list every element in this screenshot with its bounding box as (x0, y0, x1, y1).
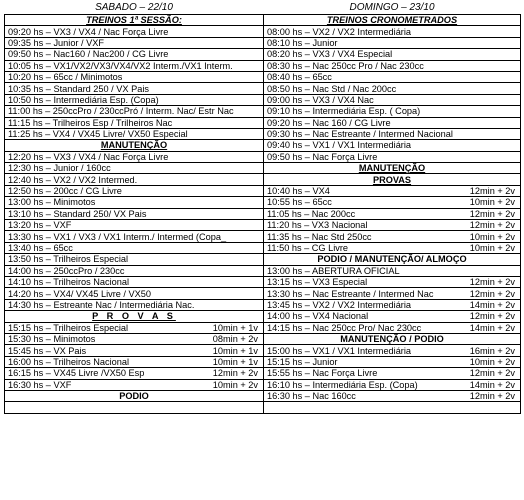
event-duration: 10min + 2v (469, 197, 515, 208)
event-duration: 10min + 1v (212, 345, 258, 356)
section-heading: PROVAS (372, 174, 412, 185)
schedule-row (5, 208, 521, 219)
day-header-row (5, 2, 521, 15)
sunday-cell (264, 390, 521, 401)
event-label: 14:30 hs – Estreante Nac / Intermediária Nac. (8, 299, 195, 310)
event-label: 13:40 hs – 65cc (8, 243, 73, 253)
saturday-cell (5, 71, 264, 82)
sunday-cell (264, 49, 521, 60)
event-label: 15:55 hs – Nac Força Livre (267, 368, 378, 379)
event-label: 14:20 hs – VX4/ VX45 Livre / VX50 (8, 288, 152, 299)
saturday-cell (5, 231, 264, 242)
schedule-row (5, 368, 521, 379)
event-label: 13:45 hs – VX2 / VX2 Intermediária (267, 299, 412, 310)
sunday-cell (264, 242, 521, 253)
event-label: 09:00 hs – VX3 / VX4 Nac (267, 94, 374, 105)
event-label: 09:10 hs – Intermediária Esp. ( Copa) (267, 106, 421, 117)
schedule-row (5, 220, 521, 231)
saturday-header: SABADO – 22/10 (95, 2, 173, 13)
event-label: 12:30 hs – Junior / 160cc (8, 163, 111, 174)
saturday-cell (5, 379, 264, 390)
event-label: 09:40 hs – VX1 / VX1 Intermediária (267, 140, 412, 151)
schedule-row (5, 379, 521, 390)
event-duration: 12min + 2v (469, 186, 515, 197)
sunday-cell (264, 128, 521, 139)
schedule-row (5, 288, 521, 299)
event-label: 13:30 hs – VX1 / VX3 / VX1 Interm./ Intermed (Copa_ (8, 231, 227, 242)
saturday-cell (5, 128, 264, 139)
schedule-row (5, 163, 521, 174)
section-heading: PODIO / MANUTENÇÃO/ ALMOÇO (317, 254, 467, 265)
event-label: 08:00 hs – VX2 / VX2 Intermediária (267, 26, 412, 37)
sunday-cell (264, 151, 521, 162)
schedule-row (5, 402, 521, 413)
schedule-row (5, 128, 521, 139)
saturday-cell (5, 94, 264, 105)
schedule-row (5, 345, 521, 356)
schedule-row (5, 49, 521, 60)
saturday-cell (5, 151, 264, 162)
event-label: 09:30 hs – Nac Estreante / Intermed Nacional (267, 129, 453, 140)
event-label: 09:50 hs – Nac Força Livre (267, 151, 378, 162)
sunday-cell (264, 26, 521, 37)
sunday-cell (264, 71, 521, 82)
event-label: 10:40 hs – VX4 (267, 186, 330, 197)
event-label: 16:30 hs – Nac 160cc (267, 391, 356, 402)
event-label: 10:50 hs – Intermediária Esp. (Copa) (8, 94, 159, 105)
event-label: 14:15 hs – Nac 250cc Pro/ Nac 230cc (267, 322, 422, 333)
saturday-cell (5, 140, 264, 151)
sunday-cell (264, 276, 521, 287)
event-duration: 12min + 2v (469, 288, 515, 299)
schedule-row (5, 174, 521, 185)
saturday-cell (5, 37, 264, 48)
event-label: 15:15 hs – Trilheiros Especial (8, 322, 129, 333)
event-duration: 10min + 2v (212, 379, 258, 390)
sunday-cell (264, 163, 521, 174)
event-label: 15:00 hs – VX1 / VX1 Intermediária (267, 345, 412, 356)
sunday-cell (264, 106, 521, 117)
event-duration: 12min + 2v (469, 208, 515, 219)
section-heading: TREINOS CRONOMETRADOS (326, 15, 458, 26)
event-label: 11:15 hs – Trilheiros Esp / Trilheiros Nac (8, 117, 173, 128)
saturday-cell (5, 368, 264, 379)
event-label: 16:15 hs – VX45 Livre /VX50 Esp (8, 368, 145, 379)
saturday-cell (5, 15, 264, 26)
event-label: 12:20 hs – VX3 / VX4 / Nac Força Livre (8, 151, 169, 162)
event-label: 10:20 hs – 65cc / Minimotos (8, 72, 123, 83)
schedule-row (5, 15, 521, 26)
event-label: 15:45 hs – VX Pais (8, 345, 87, 356)
saturday-cell (5, 185, 264, 196)
event-label: 10:05 hs – VX1/VX2/VX3/VX4/VX2 Interm./VX1 Interm. (8, 60, 233, 71)
schedule-row (5, 106, 521, 117)
schedule-row (5, 390, 521, 401)
event-label: 09:20 hs – VX3 / VX4 / Nac Força Livre (8, 26, 169, 37)
saturday-cell (5, 197, 264, 208)
saturday-cell (5, 276, 264, 287)
sunday-cell (264, 379, 521, 390)
saturday-cell (5, 390, 264, 401)
section-heading: P R O V A S (92, 311, 176, 322)
sunday-header: DOMINGO – 23/10 (349, 2, 435, 13)
event-duration: 16min + 2v (469, 345, 515, 356)
sunday-cell (264, 220, 521, 231)
schedule-row (5, 185, 521, 196)
schedule-row (5, 265, 521, 276)
sunday-cell (264, 185, 521, 196)
saturday-cell (5, 254, 264, 265)
sunday-cell (264, 37, 521, 48)
event-label: 11:00 hs – 250ccPro / 230ccPró / Interm. Nac/ Estr Nac (8, 106, 234, 117)
event-duration: 12min + 2v (469, 368, 515, 379)
event-duration: 10min + 1v (212, 356, 258, 367)
saturday-cell (5, 311, 264, 322)
saturday-cell (5, 208, 264, 219)
event-duration: 10min + 1v (212, 322, 258, 333)
event-label: 14:00 hs – 250ccPro / 230cc (8, 265, 125, 276)
section-heading: MANUTENÇÃO (100, 140, 168, 151)
saturday-cell (5, 60, 264, 71)
sunday-cell (264, 174, 521, 185)
event-label: 13:50 hs – Trilheiros Especial (8, 254, 129, 265)
sunday-cell (264, 333, 521, 344)
event-duration: 12min + 2v (469, 391, 515, 402)
schedule-table (4, 2, 521, 414)
saturday-cell (5, 83, 264, 94)
event-label: 16:30 hs – VXF (8, 379, 72, 390)
saturday-cell (5, 174, 264, 185)
saturday-cell (5, 49, 264, 60)
saturday-cell (5, 333, 264, 344)
sunday-cell (264, 356, 521, 367)
sunday-cell (264, 197, 521, 208)
event-label: 11:20 hs – VX3 Nacional (267, 220, 368, 231)
sunday-cell (264, 299, 521, 310)
schedule-row (5, 322, 521, 333)
saturday-cell (5, 163, 264, 174)
event-label: 12:50 hs – 200cc / CG Livre (8, 186, 122, 197)
schedule-row (5, 140, 521, 151)
schedule-row (5, 356, 521, 367)
sunday-cell (264, 254, 521, 265)
schedule-row (5, 94, 521, 105)
sunday-cell (264, 288, 521, 299)
saturday-cell (5, 356, 264, 367)
event-label: 08:20 hs – VX3 / VX4 Especial (267, 49, 393, 60)
sunday-cell (264, 94, 521, 105)
event-label: 08:30 hs – Nac 250cc Pro / Nac 230cc (267, 60, 424, 71)
saturday-cell (5, 220, 264, 231)
sunday-cell (264, 231, 521, 242)
event-label: 13:15 hs – VX3 Especial (267, 277, 368, 288)
saturday-cell (5, 106, 264, 117)
event-label: 16:10 hs – Intermediária Esp. (Copa) (267, 379, 418, 390)
schedule-row (5, 26, 521, 37)
event-label: 13:10 hs – Standard 250/ VX Pais (8, 208, 147, 219)
event-label: 15:15 hs – Junior (267, 356, 338, 367)
schedule-row (5, 333, 521, 344)
event-label: 08:50 hs – Nac Std / Nac 200cc (267, 83, 397, 94)
sunday-cell (264, 83, 521, 94)
sunday-cell (264, 402, 521, 413)
schedule-row (5, 276, 521, 287)
sunday-cell (264, 140, 521, 151)
event-duration: 12min + 2v (469, 220, 515, 231)
event-label: 11:25 hs – VX4 / VX45 Livre/ VX50 Especial (8, 129, 188, 140)
event-duration: 08min + 2v (212, 334, 258, 345)
event-duration: 14min + 2v (469, 322, 515, 333)
schedule-row (5, 311, 521, 322)
sunday-cell (264, 208, 521, 219)
event-label: 13:00 hs – ABERTURA OFICIAL (267, 265, 400, 276)
event-duration: 14min + 2v (469, 379, 515, 390)
saturday-cell (5, 402, 264, 413)
event-label: 15:30 hs – Minimotos (8, 334, 96, 345)
sunday-cell (264, 15, 521, 26)
event-label: 09:35 hs – Junior / VXF (8, 37, 105, 48)
event-duration: 10min + 2v (469, 243, 515, 253)
event-duration: 12min + 2v (469, 311, 515, 322)
schedule-row (5, 299, 521, 310)
sunday-cell (264, 322, 521, 333)
schedule-row (5, 197, 521, 208)
event-label: 10:35 hs – Standard 250 / VX Pais (8, 83, 149, 94)
schedule-row (5, 242, 521, 253)
event-label: 10:55 hs – 65cc (267, 197, 332, 208)
saturday-cell (5, 345, 264, 356)
event-label: 13:30 hs – Nac Estreante / Intermed Nac (267, 288, 434, 299)
section-heading: TREINOS 1ª SESSÃO: (86, 15, 182, 26)
schedule-row (5, 231, 521, 242)
schedule-row (5, 151, 521, 162)
schedule-row (5, 37, 521, 48)
section-heading: PODIO (119, 391, 149, 402)
event-label: 16:00 hs – Trilheiros Nacional (8, 356, 130, 367)
saturday-cell (5, 26, 264, 37)
event-label: 12:40 hs – VX2 / VX2 Intermed. (8, 174, 138, 185)
schedule-body (5, 2, 521, 413)
schedule-row (5, 254, 521, 265)
saturday-cell (5, 117, 264, 128)
event-label: 11:50 hs – CG Livre (267, 243, 349, 253)
schedule-row (5, 83, 521, 94)
event-duration: 14min + 2v (469, 299, 515, 310)
event-label: 09:50 hs – Nac160 / Nac200 / CG Livre (8, 49, 169, 60)
sunday-cell (264, 345, 521, 356)
event-label: 13:00 hs – Minimotos (8, 197, 96, 208)
schedule-row (5, 71, 521, 82)
sunday-cell (264, 311, 521, 322)
event-label: 14:10 hs – Trilheiros Nacional (8, 277, 130, 288)
saturday-cell (5, 322, 264, 333)
saturday-cell (5, 299, 264, 310)
section-heading: MANUTENÇÃO / PODIO (340, 334, 444, 345)
event-label: 09:20 hs – Nac 160 / CG Livre (267, 117, 391, 128)
event-label: 08:10 hs – Junior (267, 37, 338, 48)
event-label: 13:20 hs – VXF (8, 220, 72, 231)
saturday-cell (5, 242, 264, 253)
sunday-cell (264, 265, 521, 276)
event-duration: 12min + 2v (212, 368, 258, 379)
event-duration: 10min + 2v (469, 356, 515, 367)
event-label: 11:05 hs – Nac 200cc (267, 208, 356, 219)
sunday-cell (264, 60, 521, 71)
saturday-cell (5, 288, 264, 299)
event-label: 08:40 hs – 65cc (267, 72, 332, 83)
sunday-cell (264, 117, 521, 128)
event-duration: 10min + 2v (469, 231, 515, 242)
event-label: 14:00 hs – VX4 Nacional (267, 311, 369, 322)
section-heading: MANUTENÇÃO (358, 163, 426, 174)
event-duration: 12min + 2v (469, 277, 515, 288)
schedule-row (5, 117, 521, 128)
event-label: 11:35 hs – Nac Std 250cc (267, 231, 372, 242)
saturday-cell (5, 265, 264, 276)
schedule-row (5, 60, 521, 71)
sunday-cell (264, 368, 521, 379)
